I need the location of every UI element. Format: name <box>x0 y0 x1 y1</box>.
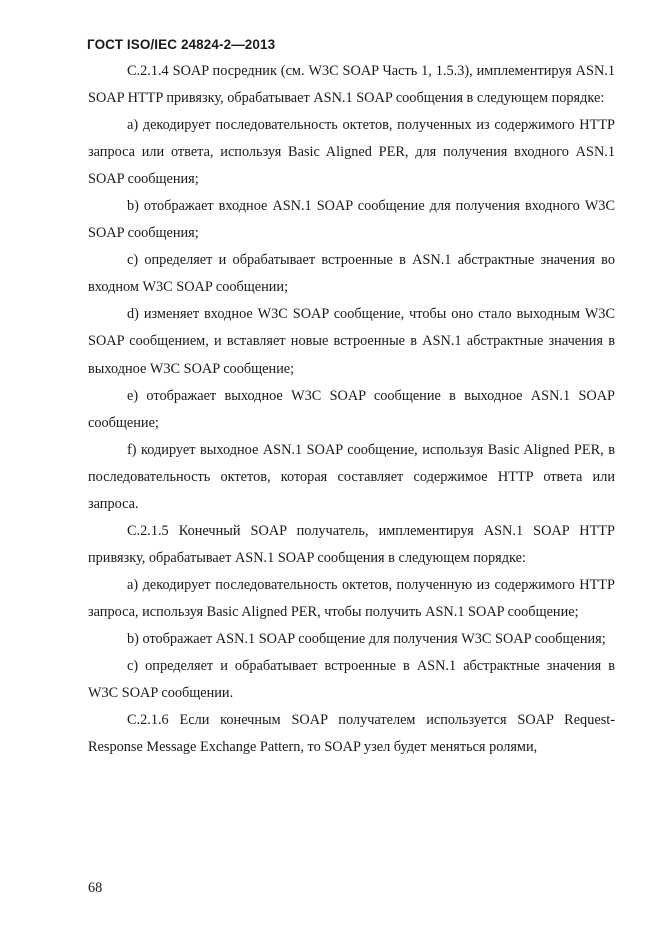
list-item-b: b) отображает ASN.1 SOAP сообщение для получения W3C SOAP сообщения; <box>127 630 606 647</box>
paragraph-c-2-1-6: С.2.1.6 Если конечным SOAP получателем используется SOAP Request-Response Message Exchange Pattern, то SOAP узел будет меняться ролями, <box>88 712 615 756</box>
list-item-f: f) кодирует выходное ASN.1 SOAP сообщение, используя Basic Aligned PER, в последовательность октетов, которая составляет содержимое HTTP ответа или запроса. <box>88 441 615 512</box>
paragraph-c-2-1-5: С.2.1.5 Конечный SOAP получатель, имплементируя ASN.1 SOAP HTTP привязку, обрабатывает ASN.1 SOAP сообщения в следующем порядке: <box>88 522 615 566</box>
list-item-e: е) отображает выходное W3C SOAP сообщение в выходное ASN.1 SOAP сообщение; <box>88 387 615 431</box>
paragraph-c-2-1-4: С.2.1.4 SOAP посредник (см. W3C SOAP Часть 1, 1.5.3), имплементируя ASN.1 SOAP HTTP привязку, обрабатывает ASN.1 SOAP сообщения в следующем порядке: <box>88 63 615 107</box>
list-item-a: а) декодирует последовательность октетов, полученных из содержимого HTTP запроса или ответа, используя Basic Aligned PER, для получения входного ASN.1 SOAP сообщения; <box>88 117 615 188</box>
list-item-b: b) отображает входное ASN.1 SOAP сообщение для получения входного W3C SOAP сообщения; <box>88 198 615 242</box>
page-number: 68 <box>88 880 103 896</box>
list-item-c: с) определяет и обрабатывает встроенные в ASN.1 абстрактные значения в W3C SOAP сообщении. <box>88 658 615 702</box>
document-header: ГОСТ ISO/IEC 24824-2—2013 <box>87 37 276 52</box>
list-item-c: с) определяет и обрабатывает встроенные в ASN.1 абстрактные значения во входном W3C SOAP сообщении; <box>88 252 615 296</box>
list-item-a: а) декодирует последовательность октетов, полученную из содержимого HTTP запроса, используя Basic Aligned PER, чтобы получить ASN.1 SOAP сообщение; <box>88 576 615 620</box>
list-item-d: d) изменяет входное W3C SOAP сообщение, чтобы оно стало выходным W3C SOAP сообщением, и вставляет новые встроенные в ASN.1 абстрактные значения в выходное W3C SOAP сообщение; <box>88 306 615 377</box>
document-body <box>88 58 615 761</box>
